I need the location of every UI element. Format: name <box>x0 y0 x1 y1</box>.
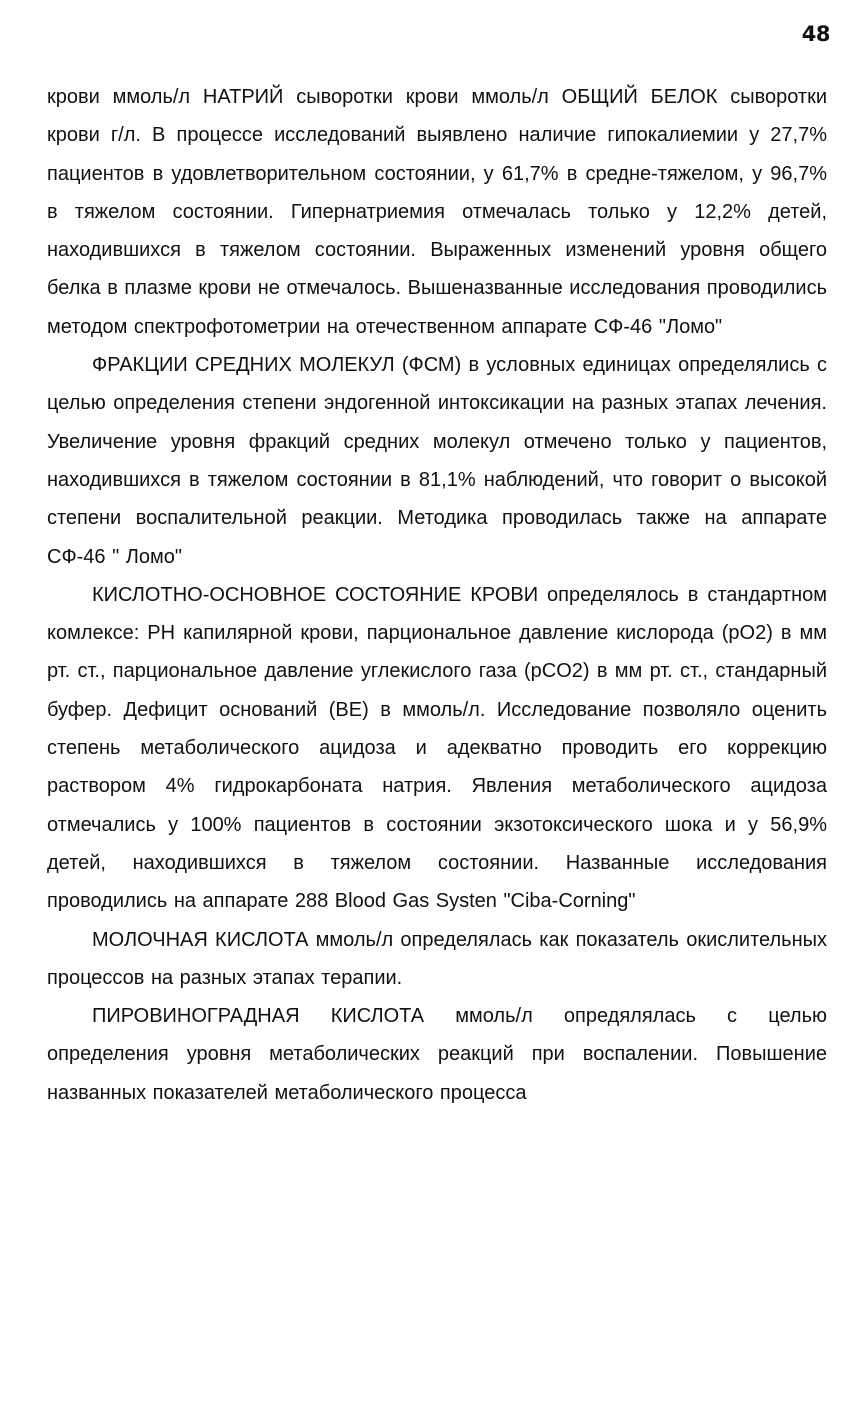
page-number: 48 <box>801 22 830 46</box>
paragraph-pyruvic-acid: ПИРОВИНОГРАДНАЯ КИСЛОТА ммоль/л опредялялась с целью определения уровня метаболических реакций при воспалении. Повышение названных показателей метаболического процесса <box>47 1005 827 1104</box>
body-text <box>47 78 827 1112</box>
paragraph-acid-base: КИСЛОТНО-ОСНОВНОЕ СОСТОЯНИЕ КРОВИ определялось в стандартном комлексе: PH капилярной крови, парциональное давление кислорода (pO2) в мм рт. ст., парциональное давление углекислого газа (pCO2) в мм рт. ст., стандарный буфер. Дефицит оснований (BE) в ммоль/л. Исследование позволяло оценить степень метаболического ацидоза и адекватно проводить его коррекцию раствором 4% гидрокарбоната натрия. Явления метаболического ацидоза отмечались у 100% пациентов в состоянии экзотоксического шока и у 56,9% детей, находившихся в тяжелом состоянии. Названные исследования проводились на аппарате 288 Blood Gas Systen "Ciba-Corning" <box>47 583 827 913</box>
paragraph-lactic-acid: МОЛОЧНАЯ КИСЛОТА ммоль/л определялась как показатель окислительных процессов на разных этапах терапии. <box>47 928 827 989</box>
paragraph-middle-molecules: ФРАКЦИИ СРЕДНИХ МОЛЕКУЛ (ФСМ) в условных единицах определялись с целью определения степени эндогенной интоксикации на разных этапах лечения. Увеличение уровня фракций средних молекул отмечено только у пациентов, находившихся в тяжелом состоянии в 81,1% наблюдений, что говорит о высокой степени воспалительной реакции. Методика проводилась также на аппарате СФ-46 " Ломо" <box>47 354 827 568</box>
paragraph-electrolytes: крови ммоль/л НАТРИЙ сыворотки крови ммоль/л ОБЩИЙ БЕЛОК сыворотки крови г/л. В процессе исследований выявлено наличие гипокалиемии у 27,7% пациентов в удовлетворительном состоянии, у 61,7% в средне-тяжелом, у 96,7% в тяжелом состоянии. Гипернатриемия отмечалась только у 12,2% детей, находившихся в тяжелом состоянии. Выраженных изменений уровня общего белка в плазме крови не отмечалось. Вышеназванные исследования проводились методом спектрофотометрии на отечественном аппарате СФ-46 "Ломо" <box>47 86 828 338</box>
